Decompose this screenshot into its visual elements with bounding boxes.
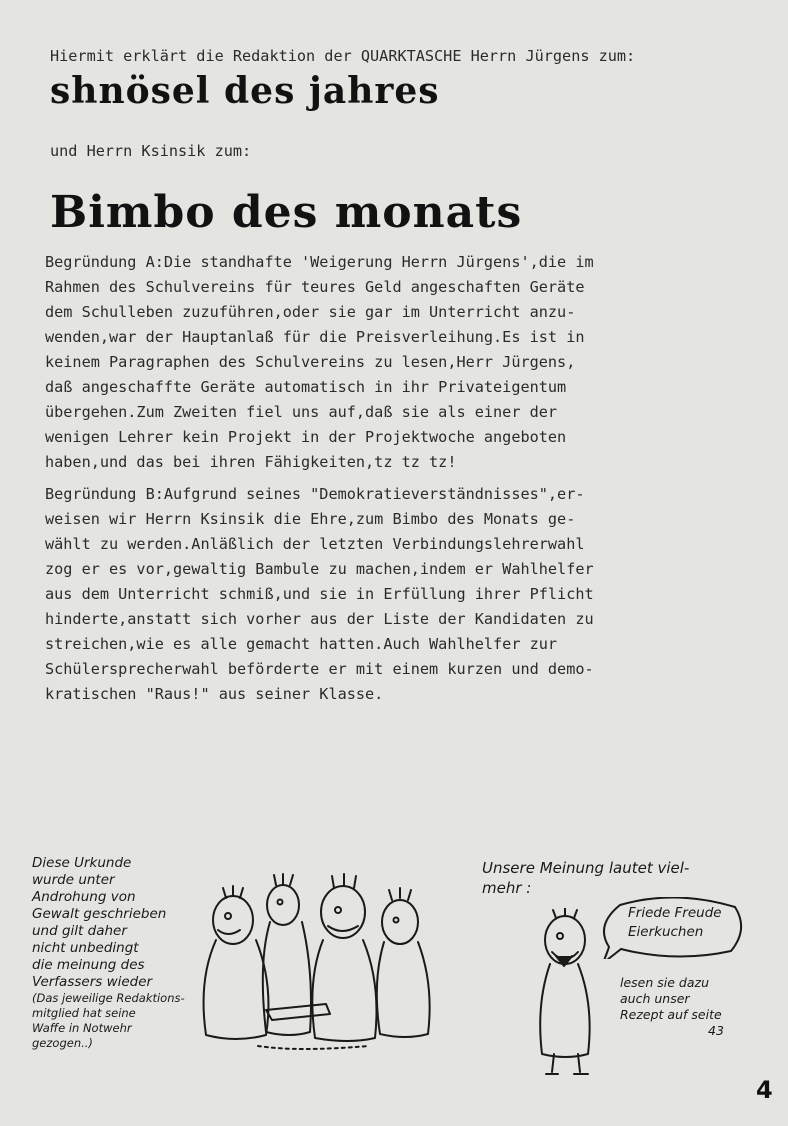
page-number: 4: [756, 1076, 773, 1104]
paragraph-a-line: daß angeschaffte Geräte automatisch in ihr Privateigentum: [45, 378, 567, 396]
bubble-text: [628, 904, 722, 942]
note-left-line: Verfassers wieder: [32, 974, 153, 990]
paragraph-b-line: Schülersprecherwahl beförderte er mit einem kurzen und demo-: [45, 660, 594, 678]
note-left-line: (Das jeweilige Redaktions-: [32, 991, 185, 1005]
note-left-line: nicht unbedingt: [32, 940, 139, 956]
note-right-top-line: Unsere Meinung lautet viel-: [482, 859, 690, 877]
note-right-top-line: mehr :: [482, 879, 532, 897]
note-left-line: Gewalt geschrieben: [32, 906, 167, 922]
single-cartoon-figure-icon: [520, 908, 610, 1078]
intro-line-2: und Herrn Ksinsik zum:: [50, 142, 252, 160]
note-left-line: die meinung des: [32, 957, 145, 973]
note-right-bottom-line: auch unser: [620, 991, 690, 1006]
note-left-line: und gilt daher: [32, 923, 127, 939]
paragraph-b-line: zog er es vor,gewaltig Bambule zu machen,indem er Wahlhelfer: [45, 560, 594, 578]
paragraph-b-line: streichen,wie es alle gemacht hatten.Auch Wahlhelfer zur: [45, 635, 558, 653]
intro-line: Hiermit erklärt die Redaktion der QUARKTASCHE Herrn Jürgens zum:: [50, 47, 636, 65]
paragraph-a-line: Begründung A:Die standhafte 'Weigerung Herrn Jürgens',die im: [45, 253, 594, 271]
paragraph-b-line: kratischen "Raus!" aus seiner Klasse.: [45, 685, 384, 703]
paragraph-a-line: keinem Paragraphen des Schulvereins zu lesen,Herr Jürgens,: [45, 353, 576, 371]
handwritten-note-right-top: [482, 858, 782, 898]
note-right-bottom-line: 43: [708, 1023, 724, 1038]
note-left-line: Diese Urkunde: [32, 855, 132, 871]
note-left-line: wurde unter: [32, 872, 115, 888]
bubble-text-line: Eierkuchen: [628, 924, 704, 940]
paragraph-a-line: wenigen Lehrer kein Projekt in der Projektwoche angeboten: [45, 428, 567, 446]
paragraph-a-line: haben,und das bei ihren Fähigkeiten,tz tz tz!: [45, 453, 457, 471]
note-left-line: Waffe in Notwehr: [32, 1021, 132, 1035]
paragraph-b: [45, 482, 685, 707]
title-bimbo: Bimbo des monats: [50, 187, 523, 238]
handwritten-note-right-bottom: [620, 975, 724, 1039]
paragraph-b-line: aus dem Unterricht schmiß,und sie in Erfüllung ihrer Pflicht: [45, 585, 594, 603]
note-left-line: Androhung von: [32, 889, 136, 905]
note-left-line: gezogen..): [32, 1036, 93, 1050]
group-of-cartoon-figures-icon: [188, 860, 448, 1060]
paragraph-a-line: dem Schulleben zuzuführen,oder sie gar im Unterricht anzu-: [45, 303, 576, 321]
paragraph-b-line: hinderte,anstatt sich vorher aus der Liste der Kandidaten zu: [45, 610, 594, 628]
paragraph-a: [45, 250, 685, 475]
paragraph-a-line: Rahmen des Schulvereins für teures Geld angeschaften Geräte: [45, 278, 585, 296]
note-right-bottom-line: Rezept auf seite: [620, 1007, 722, 1022]
handwritten-note-left: [32, 855, 212, 1051]
note-left-line: mitglied hat seine: [32, 1006, 136, 1020]
title-shnoesel: shnösel des jahres: [50, 70, 440, 112]
paragraph-a-line: übergehen.Zum Zweiten fiel uns auf,daß sie als einer der: [45, 403, 558, 421]
note-right-bottom-line: lesen sie dazu: [620, 975, 709, 990]
paragraph-b-line: weisen wir Herrn Ksinsik die Ehre,zum Bimbo des Monats ge-: [45, 510, 576, 528]
paragraph-b-line: wählt zu werden.Anläßlich der letzten Verbindungslehrerwahl: [45, 535, 585, 553]
paragraph-a-line: wenden,war der Hauptanlaß für die Preisverleihung.Es ist in: [45, 328, 585, 346]
paragraph-b-line: Begründung B:Aufgrund seines "Demokratieverständnisses",er-: [45, 485, 585, 503]
bubble-text-line: Friede Freude: [628, 905, 722, 921]
